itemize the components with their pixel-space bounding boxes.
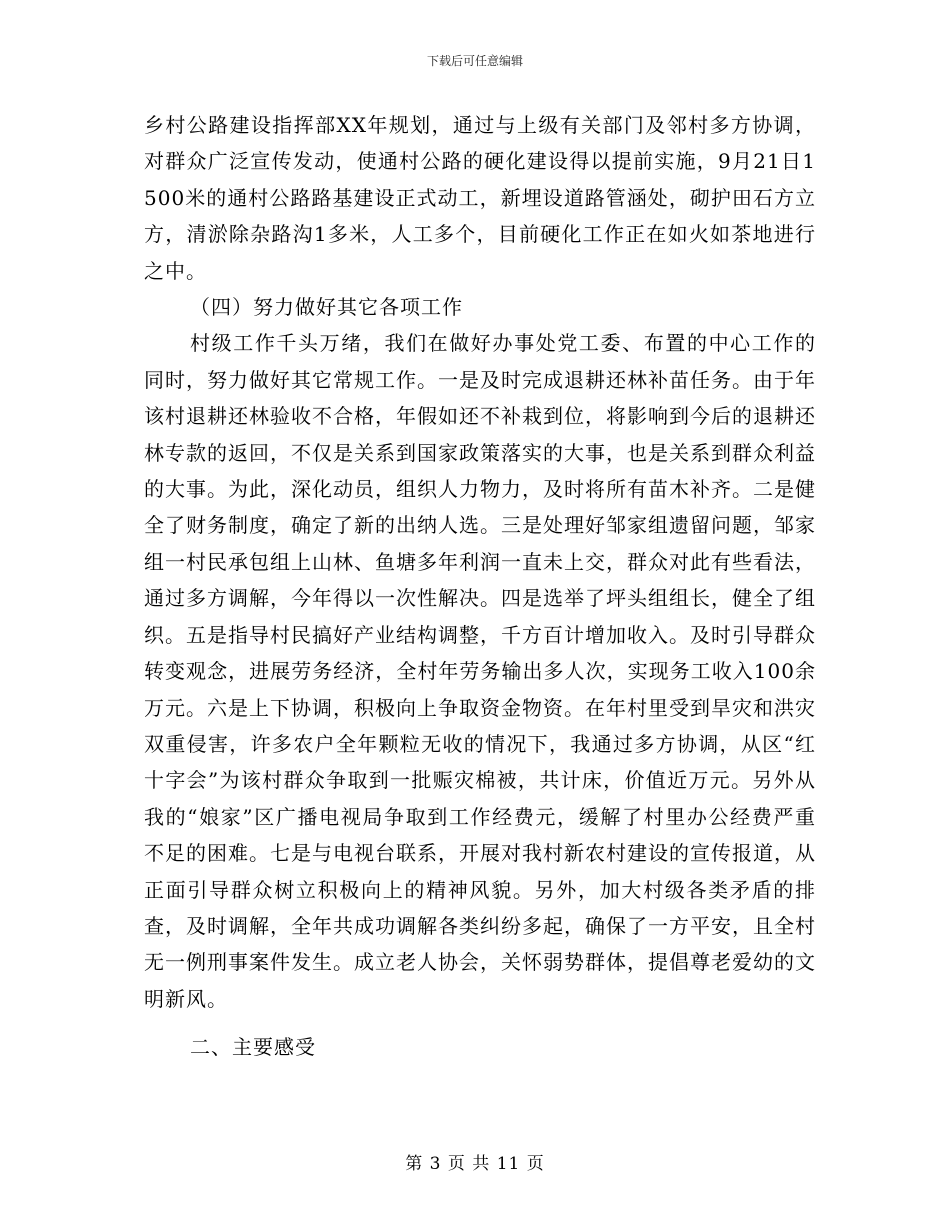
paragraph-gap [144,1017,816,1029]
section-heading-main-feelings: 二、主要感受 [190,1035,316,1060]
section-heading-other-work: （四）努力做好其它各项工作 [190,295,463,320]
document-body [144,107,816,1066]
page-footer-pagination: 第 3 页 共 11 页 [405,1154,545,1174]
paragraph-road-construction: 乡村公路建设指挥部XX年规划，通过与上级有关部门及邻村多方协调，对群众广泛宣传发动，使通村公路的硬化建设得以提前实施，9月21日1500米的通村公路路基建设正式动工，新埋设道路管涵处，砌护田石方立方，清淤除杂路沟1多米，人工多个，目前硬化工作正在如火如茶地进行之中。 [144,113,816,283]
page-header: 下载后可任意编辑 [426,54,523,68]
paragraph-other-work: 村级工作千头万绪，我们在做好办事处党工委、布置的中心工作的同时，努力做好其它常规工作。一是及时完成退耕还林补苗任务。由于年该村退耕还林验收不合格，年假如还不补栽到位，将影响到今后的退耕还林专款的返回，不仅是关系到国家政策落实的大事，也是关系到群众利益的大事。为此，深化动员，组织人力物力，及时将所有苗木补齐。二是健全了财务制度，确定了新的出纳人选。三是处理好邹家组遗留问题，邹家组一村民承包组上山林、鱼塘多年利润一直未上交，群众对此有些看法，通过多方调解，今年得以一次性解决。四是选举了坪头组组长，健全了组织。五是指导村民搞好产业结构调整，千方百计增加收入。及时引导群众转变观念，进展劳务经济，全村年劳务输出多人次，实现务工收入100余万元。六是上下协调，积极向上争取资金物资。在年村里受到旱灾和洪灾双重侵害，许多农户全年颗粒无收的情况下，我通过多方协调，从区“红十字会”为该村群众争取到一批赈灾棉被，共计床，价值近万元。另外从我的“娘家”区广播电视局争取到工作经费元，缓解了村里办公经费严重不足的困难。七是与电视台联系，开展对我村新农村建设的宣传报道，从正面引导群众树立积极向上的精神风貌。另外，加大村级各类矛盾的排查，及时调解，全年共成功调解各类纠纷多起，确保了一方平安，且全村无一例刑事案件发生。成立老人协会，关怀弱势群体，提倡尊老爱幼的文明新风。 [144,331,816,1011]
